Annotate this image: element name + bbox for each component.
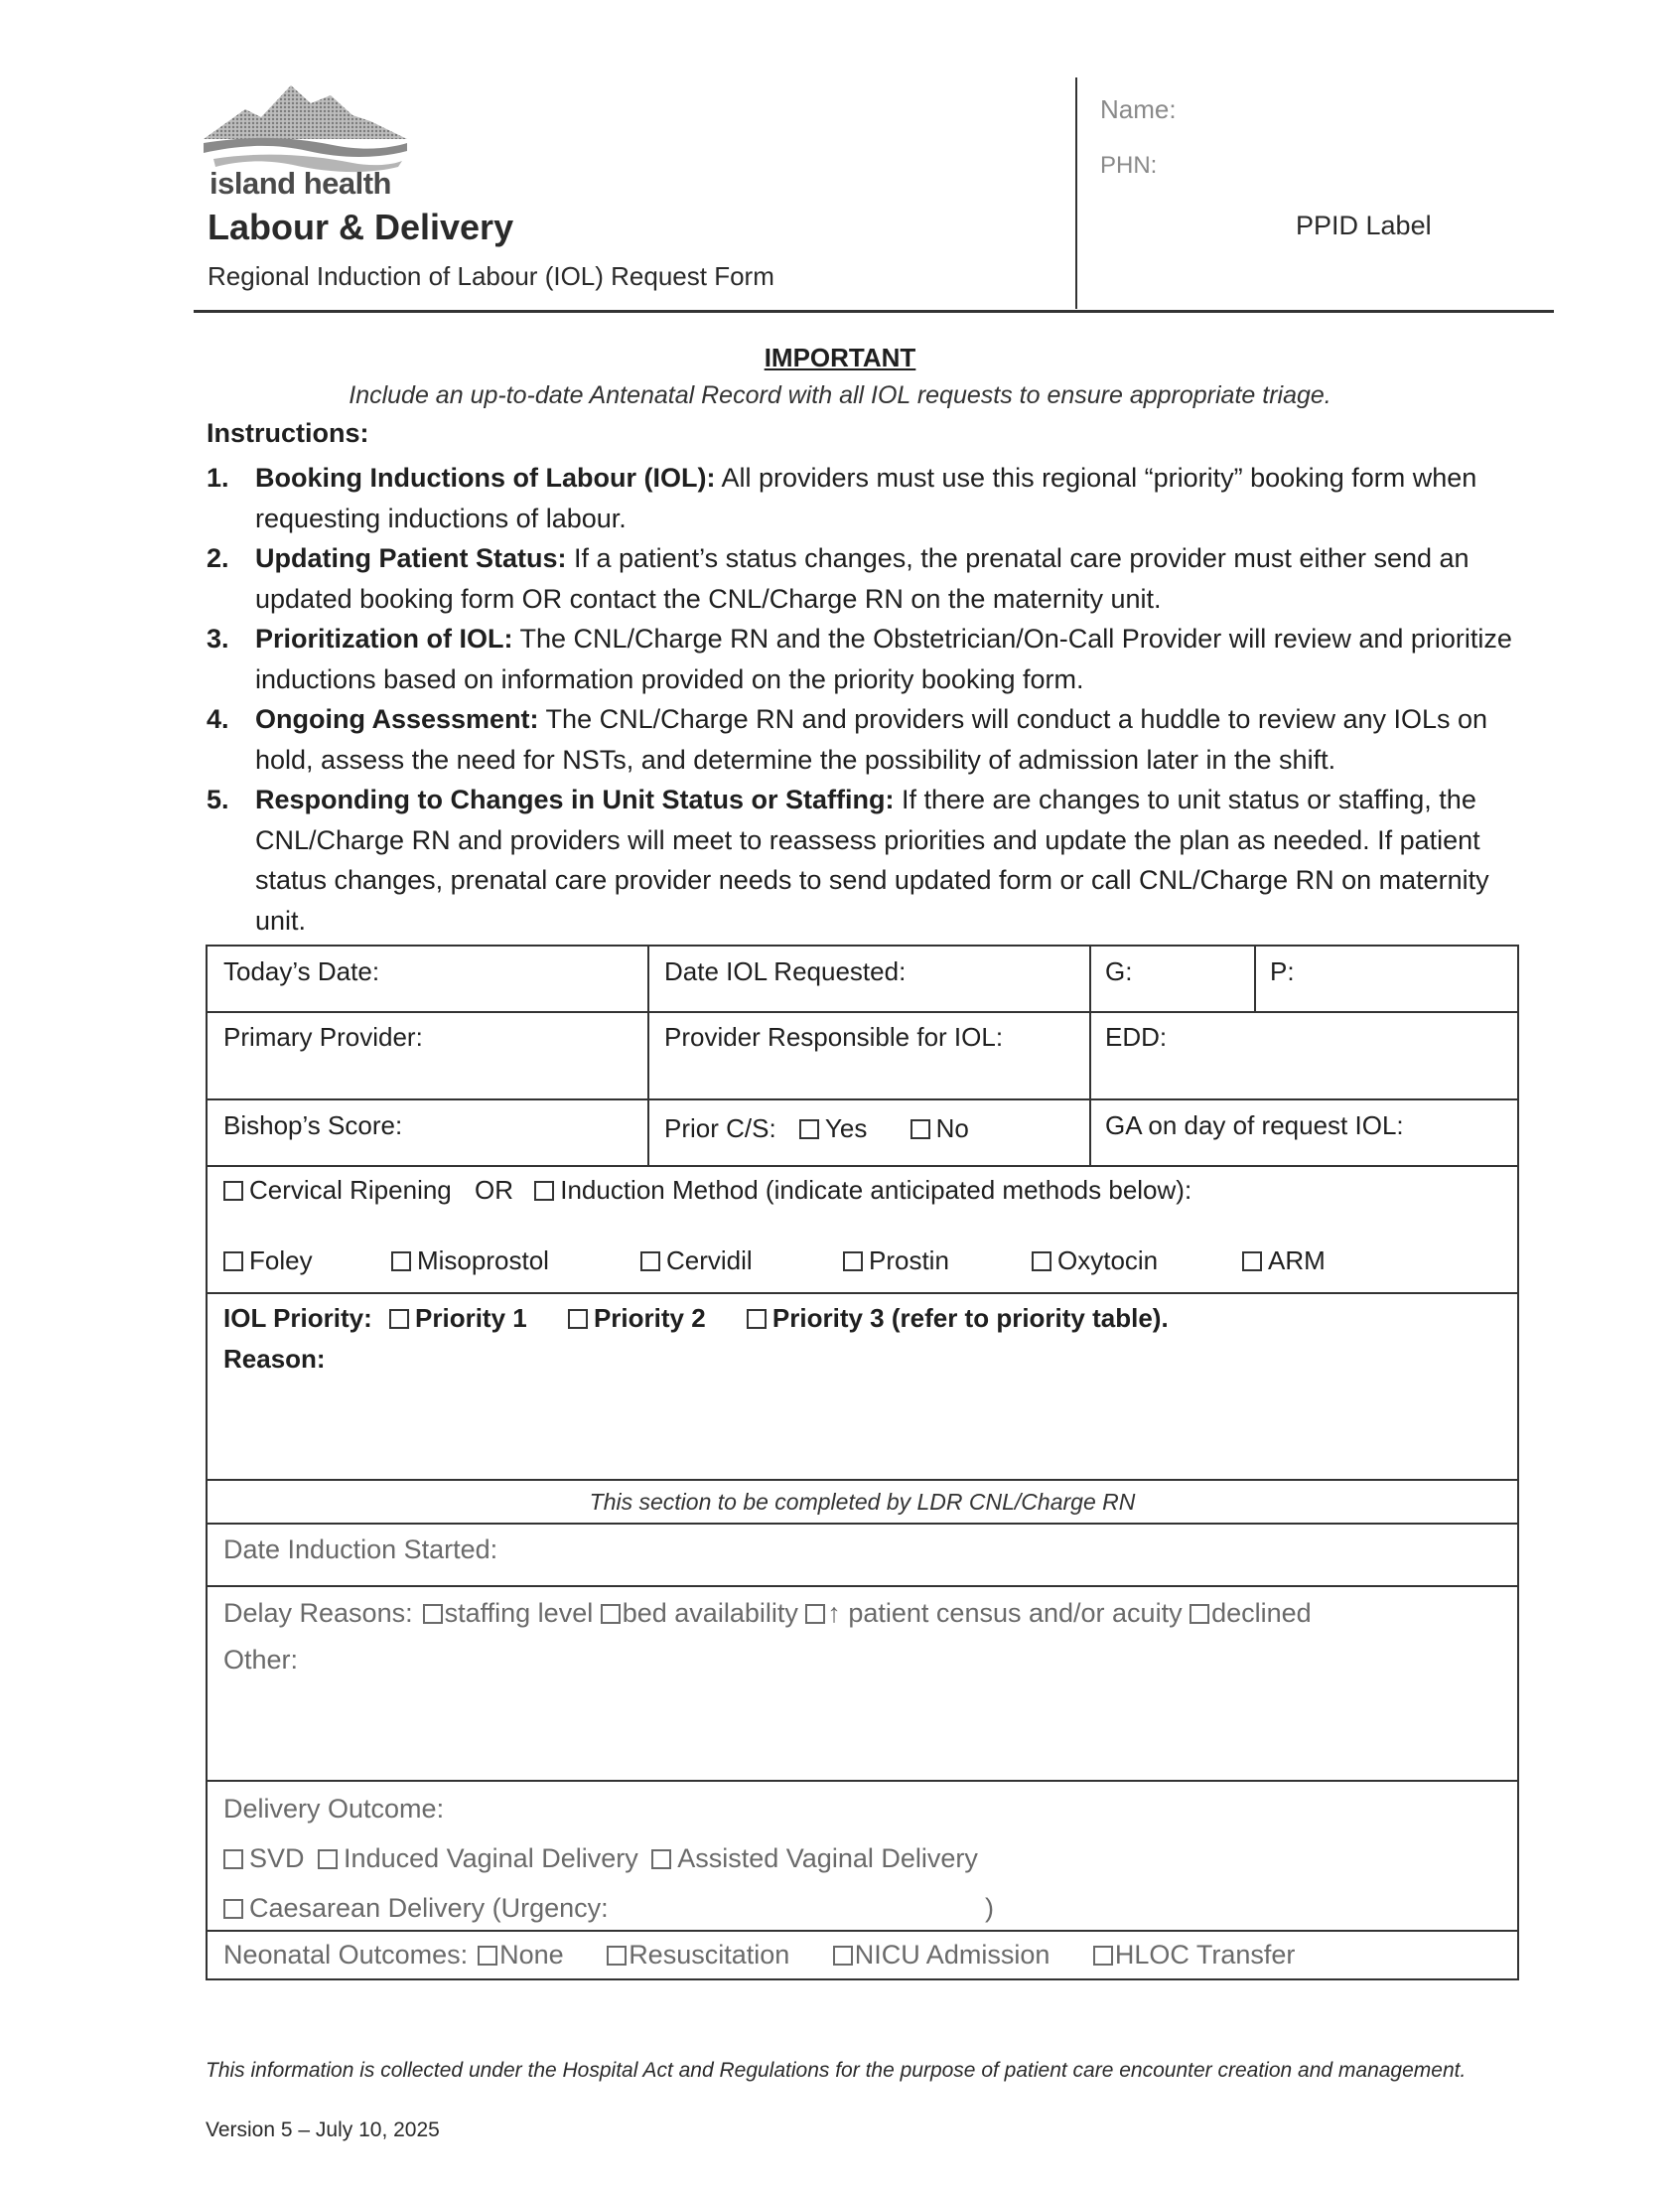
option-label: bed availability [622, 1598, 798, 1628]
delay-staffing-option[interactable] [423, 1598, 594, 1628]
checkbox-icon[interactable] [1093, 1946, 1113, 1966]
induction-method-option[interactable] [534, 1175, 1191, 1205]
option-label: Resuscitation [629, 1940, 790, 1970]
reason-label: Reason: [223, 1344, 326, 1374]
delay-reasons-row [223, 1598, 1312, 1629]
instructions-list [207, 458, 1517, 941]
checkbox-icon[interactable] [478, 1946, 497, 1966]
cnl-section-note: This section to be completed by LDR CNL/Charge RN [589, 1489, 1136, 1515]
neonatal-hloc-option[interactable] [1093, 1940, 1296, 1970]
prior-cs-no-option[interactable] [910, 1113, 969, 1143]
ripening-induction-row [223, 1175, 1191, 1206]
option-label: Yes [824, 1113, 868, 1143]
important-heading: IMPORTANT [764, 343, 916, 372]
delivery-induced-vaginal-option[interactable] [318, 1843, 638, 1873]
neonatal-nicu-option[interactable] [833, 1940, 1050, 1970]
instruction-heading: Prioritization of IOL: [255, 624, 513, 654]
neonatal-outcomes-label: Neonatal Outcomes: [223, 1940, 469, 1970]
other-label: Other: [223, 1645, 299, 1675]
option-label: Foley [249, 1245, 313, 1275]
checkbox-icon[interactable] [223, 1849, 243, 1869]
method-oxytocin-option[interactable] [1032, 1245, 1158, 1276]
todays-date-label: Today’s Date: [223, 956, 380, 986]
checkbox-icon[interactable] [833, 1946, 853, 1966]
checkbox-icon[interactable] [423, 1604, 443, 1624]
instruction-number: 2. [207, 543, 229, 573]
gravida-label: G: [1105, 956, 1133, 986]
checkbox-icon[interactable] [391, 1251, 411, 1271]
instruction-item [207, 538, 1517, 619]
instruction-item [207, 780, 1517, 941]
date-iol-requested-label: Date IOL Requested: [664, 956, 907, 986]
priority-2-option[interactable] [568, 1303, 706, 1333]
bishops-score-label: Bishop’s Score: [223, 1110, 403, 1140]
option-label: Caesarean Delivery (Urgency: [249, 1893, 609, 1923]
checkbox-icon[interactable] [223, 1899, 243, 1919]
instruction-text: If there are changes to unit status or staffing, the CNL/Charge RN and providers will meet to reassess priorities and update the plan as needed. If patient status changes, prenatal care provider needs to send updated form or call CNL/Charge RN on maternity unit. [255, 785, 1489, 936]
checkbox-icon[interactable] [651, 1849, 671, 1869]
instruction-heading: Responding to Changes in Unit Status or Staffing: [255, 785, 895, 814]
instruction-number: 4. [207, 704, 229, 734]
option-label: None [499, 1940, 564, 1970]
brand-name: island health [210, 166, 391, 201]
iol-priority-row [223, 1303, 1169, 1334]
row-divider [208, 1930, 1517, 1932]
option-label: staffing level [444, 1598, 594, 1628]
checkbox-icon[interactable] [223, 1181, 243, 1201]
checkbox-icon[interactable] [389, 1309, 409, 1329]
privacy-note: This information is collected under the Hospital Act and Regulations for the purpose of patient care encounter creation and management. [206, 2059, 1467, 2082]
checkbox-icon[interactable] [534, 1181, 554, 1201]
patient-name-label: Name: [1100, 94, 1177, 124]
option-label: SVD [249, 1843, 305, 1873]
option-label: HLOC Transfer [1114, 1940, 1296, 1970]
instruction-text: The CNL/Charge RN and providers will conduct a huddle to review any IOLs on hold, assess the need for NSTs, and determine the possibility of admission later in the shift. [255, 704, 1488, 775]
method-prostin-option[interactable] [843, 1245, 949, 1276]
option-label: Induction Method (indicate anticipated methods below): [560, 1175, 1192, 1205]
checkbox-icon[interactable] [568, 1309, 588, 1329]
method-arm-option[interactable] [1242, 1245, 1326, 1276]
delivery-assisted-vaginal-option[interactable] [651, 1843, 978, 1873]
option-label: Induced Vaginal Delivery [344, 1843, 638, 1873]
priority-1-option[interactable] [389, 1303, 527, 1333]
delivery-svd-option[interactable] [223, 1843, 305, 1873]
method-foley-option[interactable] [223, 1245, 313, 1276]
checkbox-icon[interactable] [747, 1309, 767, 1329]
delivery-caesarean-option[interactable] [223, 1893, 609, 1924]
checkbox-icon[interactable] [843, 1251, 863, 1271]
instruction-text: If a patient’s status changes, the prenatal care provider must either send an updated booking form OR contact the CNL/Charge RN on the maternity unit. [255, 543, 1470, 614]
island-health-logo-mountains-icon [204, 81, 407, 176]
priority-3-option[interactable] [747, 1303, 1169, 1333]
prior-cs-yes-option[interactable] [799, 1113, 867, 1143]
row-divider [208, 1098, 1517, 1100]
ppid-label: PPID Label [1296, 211, 1432, 240]
instruction-number: 1. [207, 463, 229, 493]
neonatal-resuscitation-option[interactable] [607, 1940, 789, 1970]
row-divider [208, 1479, 1517, 1481]
option-label: ↑ patient census and/or acuity [827, 1598, 1183, 1628]
checkbox-icon[interactable] [223, 1251, 243, 1271]
option-label: Oxytocin [1057, 1245, 1159, 1275]
delay-reasons-label: Delay Reasons: [223, 1598, 413, 1628]
neonatal-none-option[interactable] [478, 1940, 564, 1970]
row-divider [208, 1523, 1517, 1525]
delay-bed-option[interactable] [601, 1598, 798, 1628]
delay-declined-option[interactable] [1190, 1598, 1312, 1628]
instruction-item [207, 699, 1517, 780]
edd-label: EDD: [1105, 1022, 1168, 1052]
delay-census-option[interactable] [805, 1598, 1182, 1628]
option-label: NICU Admission [854, 1940, 1050, 1970]
instruction-text: All providers must use this regional “priority” booking form when requesting inductions of labour. [255, 463, 1477, 533]
date-induction-started-label: Date Induction Started: [223, 1534, 498, 1564]
option-label: Prostin [869, 1245, 949, 1275]
row-divider [208, 1780, 1517, 1782]
instruction-heading: Updating Patient Status: [255, 543, 567, 573]
caesarean-close-paren: ) [985, 1893, 994, 1923]
neonatal-outcomes-row [223, 1940, 1295, 1971]
ga-on-day-label: GA on day of request IOL: [1105, 1110, 1404, 1140]
instruction-number: 3. [207, 624, 229, 654]
col-divider [647, 947, 649, 1165]
prior-cs-label: Prior C/S: [664, 1113, 776, 1143]
delivery-outcome-label: Delivery Outcome: [223, 1794, 445, 1824]
row-divider [208, 1165, 1517, 1167]
instruction-item [207, 458, 1517, 538]
option-label: Misoprostol [417, 1245, 549, 1275]
checkbox-icon[interactable] [910, 1119, 930, 1139]
option-label: Assisted Vaginal Delivery [677, 1843, 978, 1873]
important-note: Include an up-to-date Antenatal Record with all IOL requests to ensure appropriate triage. [349, 381, 1331, 409]
checkbox-icon[interactable] [1242, 1251, 1262, 1271]
header-divider-horizontal [194, 310, 1554, 313]
col-divider [1089, 947, 1091, 1165]
or-text: OR [475, 1175, 513, 1205]
cervical-ripening-option[interactable] [223, 1175, 452, 1205]
method-misoprostol-option[interactable] [391, 1245, 549, 1276]
department-title: Labour & Delivery [208, 207, 514, 247]
header-divider-vertical [1075, 77, 1077, 309]
option-label: declined [1211, 1598, 1312, 1628]
checkbox-icon[interactable] [805, 1604, 825, 1624]
iol-priority-label: IOL Priority: [223, 1303, 372, 1333]
option-label: ARM [1268, 1245, 1326, 1275]
row-divider [208, 1585, 1517, 1587]
para-label: P: [1270, 956, 1295, 986]
instruction-heading: Ongoing Assessment: [255, 704, 539, 734]
method-cervidil-option[interactable] [640, 1245, 753, 1276]
instructions-heading: Instructions: [207, 418, 369, 448]
checkbox-icon[interactable] [799, 1119, 819, 1139]
form-title: Regional Induction of Labour (IOL) Request Form [208, 261, 774, 291]
col-divider [1254, 947, 1256, 1011]
prior-cs-group [664, 1113, 969, 1144]
checkbox-icon[interactable] [318, 1849, 338, 1869]
instruction-text: The CNL/Charge RN and the Obstetrician/On-Call Provider will review and prioritize inductions based on information provided on the priority booking form. [255, 624, 1512, 694]
row-divider [208, 1011, 1517, 1013]
patient-phn-label: PHN: [1100, 152, 1158, 179]
row-divider [208, 1292, 1517, 1294]
checkbox-icon[interactable] [640, 1251, 660, 1271]
instruction-number: 5. [207, 785, 229, 814]
checkbox-icon[interactable] [601, 1604, 621, 1624]
checkbox-icon[interactable] [607, 1946, 627, 1966]
instruction-item [207, 619, 1517, 699]
provider-responsible-label: Provider Responsible for IOL: [664, 1022, 1004, 1052]
version-info: Version 5 – July 10, 2025 [206, 2118, 440, 2141]
option-label: Cervical Ripening [249, 1175, 452, 1205]
option-label: Priority 3 (refer to priority table). [771, 1303, 1169, 1333]
primary-provider-label: Primary Provider: [223, 1022, 423, 1052]
option-label: Cervidil [666, 1245, 753, 1275]
checkbox-icon[interactable] [1190, 1604, 1209, 1624]
iol-request-table [206, 945, 1519, 1980]
checkbox-icon[interactable] [1032, 1251, 1051, 1271]
option-label: No [935, 1113, 969, 1143]
instruction-heading: Booking Inductions of Labour (IOL): [255, 463, 716, 493]
delivery-options-row [223, 1843, 978, 1874]
option-label: Priority 2 [593, 1303, 706, 1333]
option-label: Priority 1 [415, 1303, 527, 1333]
